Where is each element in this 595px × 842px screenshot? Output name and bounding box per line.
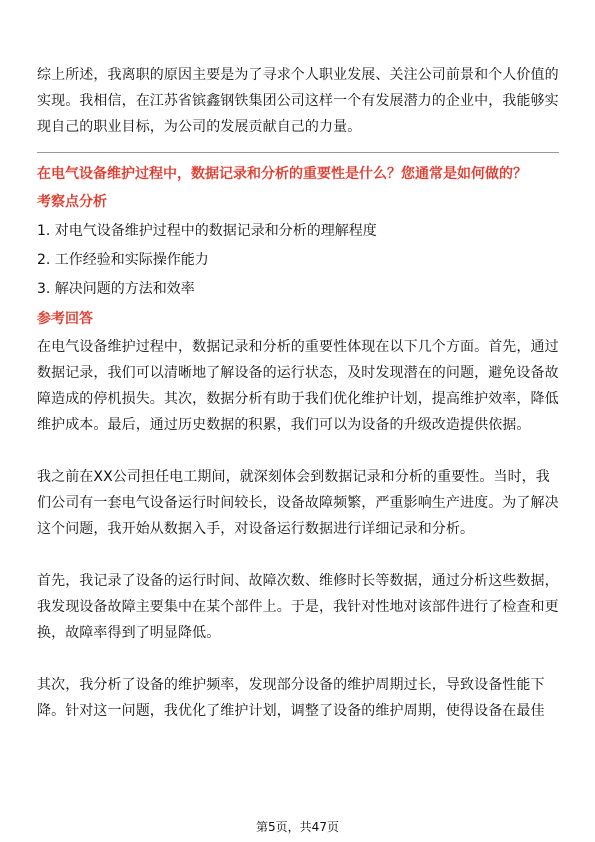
- intro-conclusion-paragraph: 综上所述，我离职的原因主要是为了寻求个人职业发展、关注公司前景和个人价值的实现。我相信，在江苏省镔鑫钢铁集团公司这样一个有发展潜力的企业中，我能够实现自己的职业目标，为公司的发展贡献自己的力量。: [37, 67, 559, 135]
- analysis-title: 考察点分析: [37, 194, 107, 210]
- analysis-list: [37, 217, 559, 304]
- list-item: 2. 工作经验和实际操作能力: [37, 252, 209, 268]
- paragraph-gap: [37, 646, 559, 672]
- answer-paragraph: 我之前在XX公司担任电工期间，就深刻体会到数据记录和分析的重要性。当时，我们公司有一套电气设备运行时间较长，设备故障频繁，严重影响生产进度。为了解决这个问题，我开始从数据入手，对设备运行数据进行详细记录和分析。: [37, 469, 559, 537]
- answer-paragraph: 首先，我记录了设备的运行时间、故障次数、维修时长等数据，通过分析这些数据，我发现设备故障主要集中在某个部件上。于是，我针对性地对该部件进行了检查和更换，故障率得到了明显降低。: [37, 573, 559, 641]
- list-item: 1. 对电气设备维护过程中的数据记录和分析的理解程度: [37, 223, 377, 239]
- paragraph-gap: [37, 542, 559, 568]
- paragraph-gap: [37, 438, 559, 464]
- page-content: [37, 62, 559, 724]
- answer-paragraph: 在电气设备维护过程中，数据记录和分析的重要性体现在以下几个方面。首先，通过数据记录，我们可以清晰地了解设备的运行状态，及时发现潜在的问题，避免设备故障造成的停机损失。其次，数据分析有助于我们优化维护计划，提高维护效率，降低维护成本。最后，通过历史数据的积累，我们可以为设备的升级改造提供依据。: [37, 339, 559, 433]
- answer-paragraph: 其次，我分析了设备的维护频率，发现部分设备的维护周期过长，导致设备性能下降。针对这一问题，我优化了维护计划，调整了设备的维护周期，使得设备在最佳: [37, 677, 545, 719]
- interview-question: 在电气设备维护过程中，数据记录和分析的重要性是什么？您通常是如何做的？: [37, 166, 527, 182]
- page-number-footer: 第5页，共47页: [256, 820, 339, 834]
- list-item: 3. 解决问题的方法和效率: [37, 281, 195, 297]
- section-divider: [37, 152, 559, 153]
- answer-title: 参考回答: [37, 311, 93, 327]
